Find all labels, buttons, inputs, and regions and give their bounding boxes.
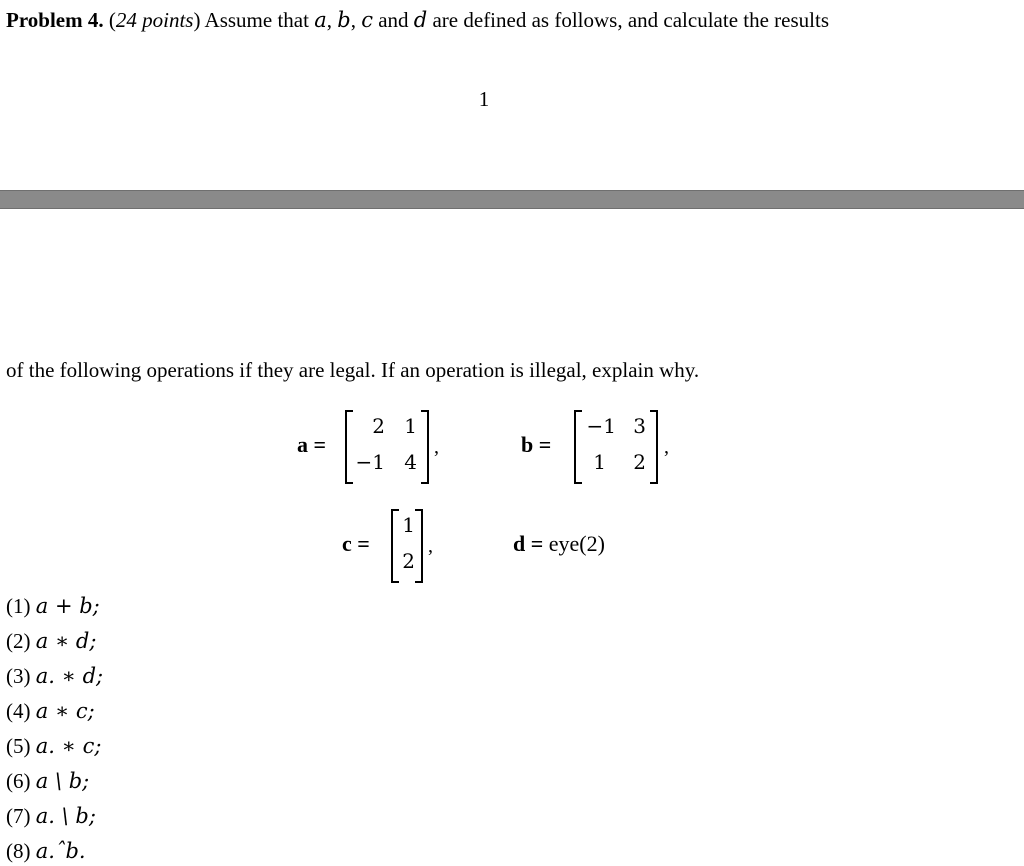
matrix-a-right-bracket <box>421 410 429 484</box>
intro-text: Assume that <box>204 8 309 32</box>
matrix-a-cell: 1 <box>404 414 417 438</box>
item-expression: a \ b; <box>35 769 90 793</box>
var-c: c <box>361 8 373 32</box>
list-item <box>6 734 101 759</box>
var-a: a <box>314 8 327 32</box>
matrix-b <box>574 410 659 484</box>
list-item <box>6 629 96 654</box>
matrix-a-cell: 4 <box>404 450 417 474</box>
matrix-b-cell: 2 <box>633 450 646 474</box>
vector-c-cell: 2 <box>402 549 415 573</box>
vector-c-comma: , <box>428 535 433 557</box>
matrix-b-cell: −1 <box>586 414 616 438</box>
page-number: 1 <box>478 87 490 111</box>
item-expression: a. \ b; <box>35 804 96 828</box>
list-item <box>6 769 89 794</box>
list-item <box>6 699 95 724</box>
matrix-b-left-bracket <box>574 410 582 484</box>
item-number: (3) <box>6 664 31 688</box>
item-number: (6) <box>6 769 31 793</box>
item-number: (7) <box>6 804 31 828</box>
matrix-b-right-bracket <box>650 410 658 484</box>
matrix-b-cell: 3 <box>633 414 646 438</box>
var-d: d <box>413 8 428 32</box>
problem-statement <box>6 8 829 33</box>
sep-1: , <box>326 8 332 32</box>
matrix-d-label: d = <box>513 531 544 556</box>
continuation-text: of the following operations if they are legal. If an operation is illegal, explain why. <box>6 358 700 382</box>
vector-c-cell: 1 <box>402 513 415 537</box>
item-expression: a.ˆb. <box>35 839 86 863</box>
list-item <box>6 594 100 619</box>
matrix-b-comma: , <box>664 436 669 458</box>
matrix-a-left-bracket <box>345 410 353 484</box>
matrix-d-definition <box>513 531 605 557</box>
var-b: b <box>337 8 351 32</box>
page-break-divider <box>0 190 1024 209</box>
matrix-b-label: b = <box>521 432 552 457</box>
matrix-a-label: a = <box>297 432 327 457</box>
matrix-a-cell: 2 <box>372 414 385 438</box>
item-expression: a. ∗ c; <box>35 734 102 758</box>
matrix-b-cell: 1 <box>593 450 606 474</box>
item-expression: a + b; <box>35 594 100 618</box>
matrix-a-comma: , <box>434 436 439 458</box>
item-number: (2) <box>6 629 31 653</box>
item-expression: a ∗ c; <box>35 699 95 723</box>
item-number: (5) <box>6 734 31 758</box>
item-expression: a. ∗ d; <box>35 664 104 688</box>
matrix-d-value: eye(2) <box>548 531 605 556</box>
item-expression: a ∗ d; <box>35 629 97 653</box>
item-number: (1) <box>6 594 31 618</box>
intro-tail: are defined as follows, and calculate the results <box>432 8 829 32</box>
vector-c <box>391 509 425 583</box>
list-item <box>6 664 103 689</box>
item-number: (8) <box>6 839 31 863</box>
matrix-a-cell: −1 <box>355 450 385 474</box>
item-number: (4) <box>6 699 31 723</box>
list-item <box>6 804 96 829</box>
sep-2: , <box>350 8 356 32</box>
and-word: and <box>378 8 409 32</box>
vector-c-right-bracket <box>415 509 423 583</box>
list-item <box>6 839 86 864</box>
points-value: 24 points <box>115 8 194 32</box>
vector-c-label: c = <box>342 531 370 556</box>
matrix-a <box>345 410 430 484</box>
points-close-paren: ) <box>193 8 201 32</box>
points-open-paren: ( <box>108 8 116 32</box>
problem-label: Problem 4. <box>6 8 104 32</box>
